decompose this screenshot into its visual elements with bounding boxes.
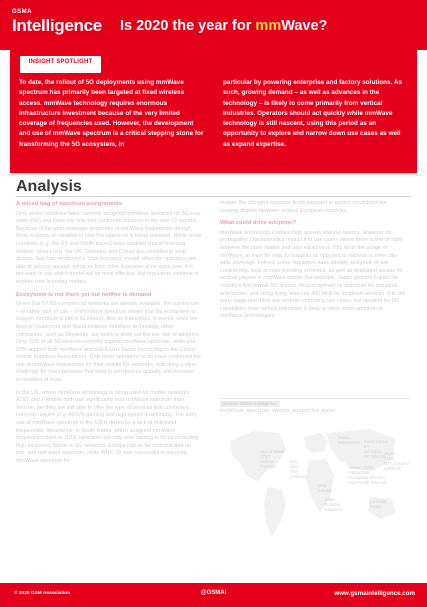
- section-divider: [16, 196, 411, 197]
- figure-title: mmWave spectrum awards around the world: [220, 408, 335, 414]
- world-map: [220, 419, 410, 549]
- report-footer: [0, 583, 427, 607]
- report-header: [0, 0, 427, 50]
- paragraph: mobile, the stringent emission limits imposed to protect incumbent are causing dispute between several European countries.: [220, 200, 387, 214]
- map-label-skorea: South Korea KT LG Uplus SK Telecom: [364, 439, 388, 459]
- spectrum-awards-figure: [220, 398, 410, 548]
- title-prefix: Is 2020 the year for: [120, 18, 256, 34]
- map-label-russia: Russia Rostelecom: [338, 435, 361, 445]
- analysis-right-column: [220, 200, 406, 326]
- insight-spotlight-badge: [20, 56, 101, 73]
- spotlight-column-2: particular by powering enterprise and factory solutions. As such, growing demand – as well as advances in the technology – is likely to come primarily from vertical industries. Operators should act quickly while mmWave technology is still nascent, using this period as an opportunity to explore and narrow down use cases as well as expand expertise.: [223, 79, 403, 148]
- paragraph: In the US, where mmWave technology is being used for mobile networks, AT&T and T-Mobile both use significantly less mmWave spectrum than Verizon, yet they are still able to offer the type of services that customers currently require (e.g. AR/VR gaming and high-speed downloads). The early use of mmWave spectrum in the US is driven by a lack of mid-band frequencies. Meanwhile, in South Korea, which assigned mmWave frequencies back in 2018, operators are only now starting to focus on testing high-frequency bands in 5G networks. Europe has so far concentrated on low- and mid-band spectrum, while WRC-19 was successful in securing mmWave spectrum for: [16, 389, 199, 464]
- figure-source-tag: Source: GSMA Intelligence: [220, 401, 280, 407]
- paragraph: Only seven countries have currently assigned mmWave spectrum for 5G new radio (NR) and there are only four confirmed auctions in the next 12 months. Because of the poor coverage properties of mmWave frequencies though, there is plenty of variation in how this spectrum is being released. While some countries (e.g. the US and South Korea) have adopted typical licensing models, others (e.g. the UK, Germany and China) are considering local access. Italy has employed a "club licensing" model, whereby operators are able to access unused spectrum from other licensees at no extra cost. It is too early to say which model will be most effective, but regulators continue to explore new licensing models.: [16, 210, 202, 285]
- badge-label: INSIGHT SPOTLIGHT: [28, 59, 93, 65]
- title-highlight: mm: [255, 18, 282, 34]
- website-link[interactable]: www.gsmaintelligence.com: [334, 590, 415, 597]
- map-label-australia: Australia Optus: [370, 499, 387, 509]
- paragraph: mmWave technology enables high speeds and low latency. However, its propagation characteristics restrict it to use cases where there is line of sight between the base station and user equipment. This limits the usage of mmWave, at least for now, to hotspots as opposed to national or even city-wide coverage. Indeed, some regulators have already assigned, or are considering, local access licensing schemes, as well as dedicated access for vertical players in mmWave bands. For example, Japan granted Fujitsu the country's first private 5G licence, Russia opened up spectrum for industrial enterprises, and Hong Kong reserved 400 MHz for localised services. It is still early stage and there are several competing use cases, but demand for 5G capabilities from vertical industries is likely to drive wider adoption of mmWave technologies.: [220, 229, 405, 320]
- gsma-logo-text: GSMA: [12, 9, 32, 15]
- subheading-spectrum-assignments: A mixed bag of spectrum assignments: [16, 201, 123, 207]
- twitter-handle: @GSMAi: [200, 590, 227, 596]
- title-suffix: Wave?: [281, 18, 328, 34]
- map-label-us: United States AT&T Verizon T-Mobile: [260, 449, 286, 469]
- map-label-japan: Japan KDDI NTT Docomo SoftBank: [384, 451, 409, 471]
- copyright-text: © 2020 GSM Association: [14, 591, 71, 596]
- analysis-heading: Analysis: [16, 178, 82, 195]
- intelligence-logo-text: Intelligence: [12, 16, 102, 35]
- subheading-drive-adoption: What could drive adoption?: [220, 220, 297, 227]
- map-label-taiwan: Taiwan Mobile FarEasTone Chunghwa Telecom Asia Pacific Telecom: [348, 465, 387, 485]
- map-label-italy: Italy Iliad TIM Vodafone: [290, 459, 308, 479]
- insight-spotlight-panel: [10, 50, 417, 173]
- page-title: [120, 18, 327, 34]
- map-label-uae: UAE Etisalat: [318, 483, 332, 493]
- paragraph: Given that 57.5G-commercial networks are already available, the current use – or rather lack of use – of mmWave spectrum shows that the ecosystem to support mmWave is still in its infancy. And as it develops, it seems, while the likes of Qualcomm and Nokia endorse mmWave technology, other companies, such as Skyworks, are quick to point out the low rate of adoption. Only 33% of all 5G devices currently support mmWave spectrum, while just 27% support both mmWave and sub-6 GHz bands (according to the Global mobile Suppliers Association). Only three operators so far have confirmed the use of mmWave frequencies for their mobile 5G networks, indicating a clear challenge for manufacturers that want to sell devices globally and increase economies of scale.: [16, 301, 201, 384]
- subheading-ecosystem: Ecosystem is not there yet but neither is demand: [16, 291, 152, 298]
- analysis-left-column: [16, 200, 202, 471]
- map-label-qatar: Qatar Ooredoo Vodafone: [324, 497, 342, 512]
- spotlight-column-1: To date, the rollout of 5G deployments using mmWave spectrum has primarily been targeted at fixed wireless access. mmWave technology requires enormous infrastructure investment because of the very limited coverage of frequencies used. However, the development and use of mmWave spectrum is a critical stepping stone for transforming the 5G ecosystem, in: [19, 79, 204, 148]
